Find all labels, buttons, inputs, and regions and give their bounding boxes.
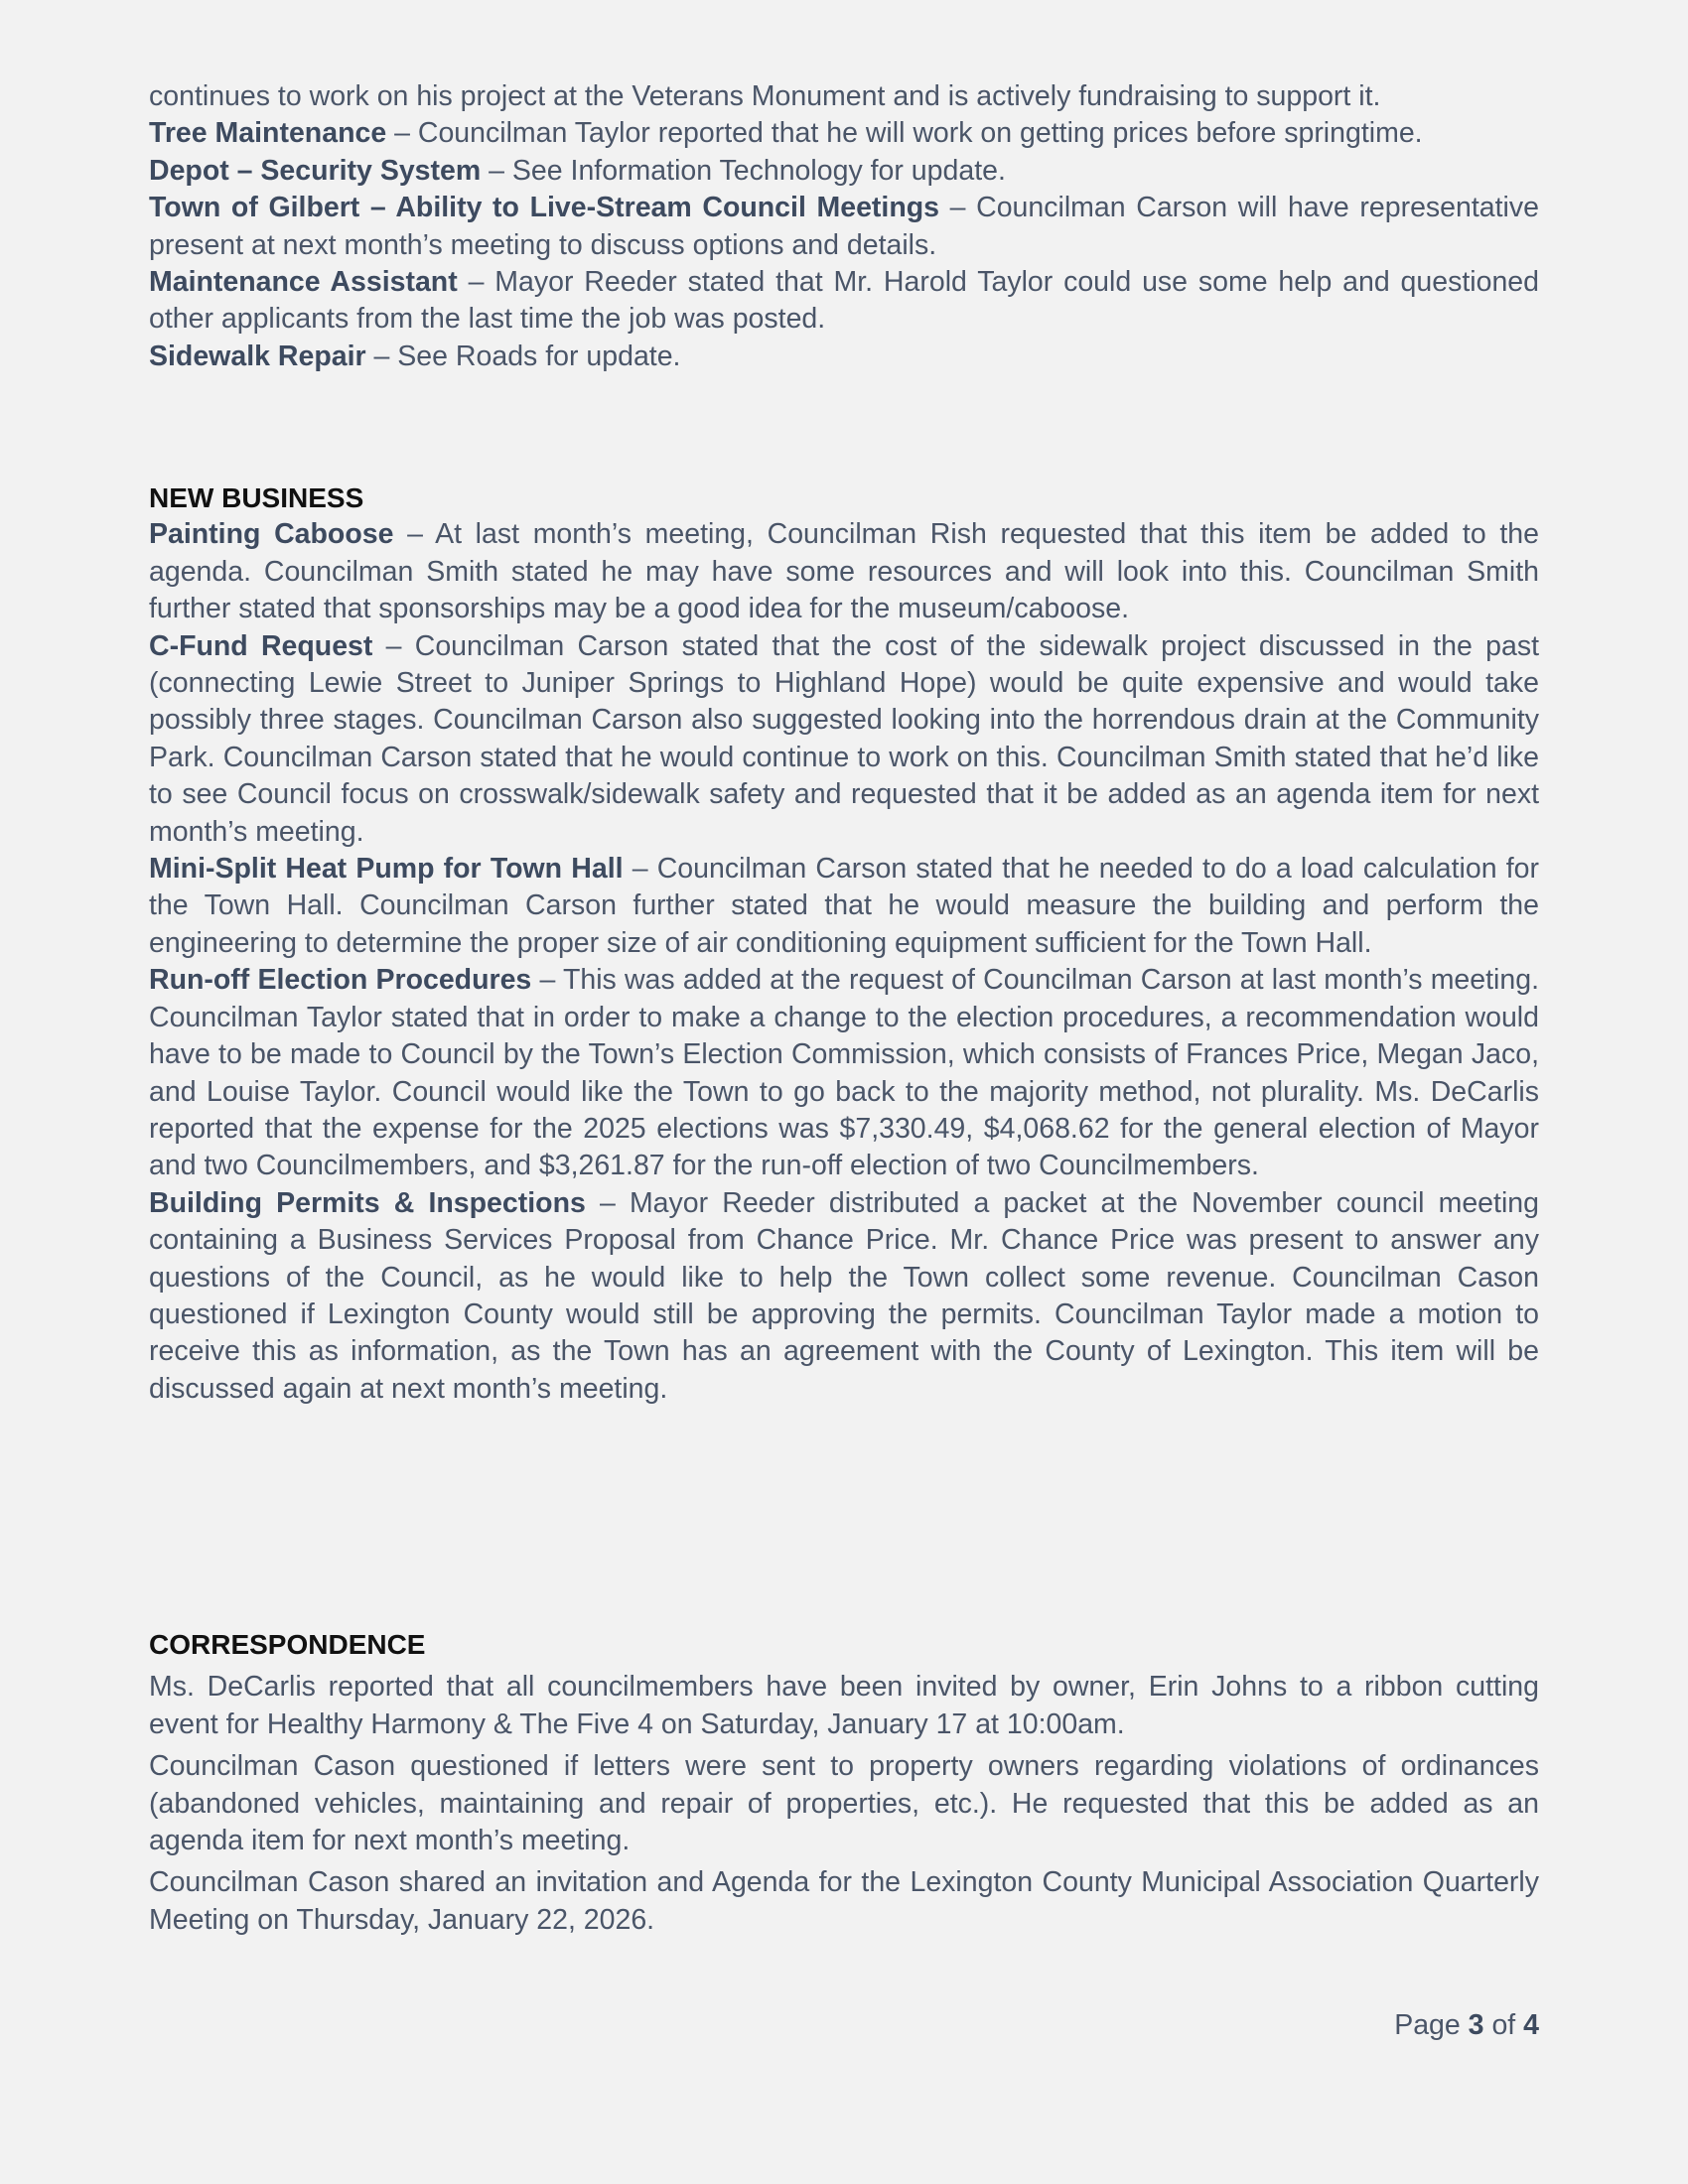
of-label: of bbox=[1483, 2009, 1524, 2041]
item-text: – Councilman Carson will have representative present at next month’s meeting to discuss options and details. bbox=[149, 192, 1539, 261]
item-title: Maintenance Assistant bbox=[149, 266, 458, 299]
agenda-item bbox=[149, 153, 1539, 190]
agenda-item bbox=[149, 1185, 1539, 1408]
agenda-item bbox=[149, 339, 1539, 375]
section-heading: CORRESPONDENCE bbox=[149, 1629, 426, 1660]
agenda-item bbox=[149, 851, 1539, 962]
item-title: Building Permits & Inspections bbox=[149, 1186, 586, 1219]
item-title: Sidewalk Repair bbox=[149, 340, 366, 372]
correspondence-paragraph: Ms. DeCarlis reported that all councilmembers have been invited by owner, Erin Johns to a ribbon cutting event for Healthy Harmony & The Five 4 on Saturday, January 17 at 10:00am. bbox=[149, 1671, 1539, 1740]
item-text: – See Roads for update. bbox=[365, 340, 681, 372]
correspondence-paragraph: Councilman Cason shared an invitation and Agenda for the Lexington County Municipal Association Quarterly Meeting on Thursday, January 22, 2026. bbox=[149, 1866, 1539, 1936]
agenda-item bbox=[149, 628, 1539, 851]
page-number bbox=[1394, 2009, 1539, 2042]
current-page: 3 bbox=[1468, 2009, 1484, 2041]
item-title: C-Fund Request bbox=[149, 629, 373, 662]
item-text: – Mayor Reeder stated that Mr. Harold Taylor could use some help and questioned other applicants from the last time the job was posted. bbox=[149, 266, 1539, 336]
item-text: – Councilman Carson stated that the cost of the sidewalk project discussed in the past (connecting Lewie Street to Juniper Springs to Highland Hope) would be quite expensive and would take possibly three stages. Councilman Carson also suggested looking into the horrendous drain at the Community Park. Councilman Carson stated that he would continue to work on this. Councilman Smith stated that he’d like to see Council focus on crosswalk/sidewalk safety and requested that it be added as an agenda item for next month’s meeting. bbox=[149, 629, 1539, 848]
item-text: – At last month’s meeting, Councilman Rish requested that this item be added to the agenda. Councilman Smith stated he may have some resources and will look into this. Councilman Smith further stated that sponsorships may be a good idea for the museum/caboose. bbox=[149, 518, 1539, 625]
correspondence-section bbox=[149, 1626, 1539, 1944]
new-business-section bbox=[149, 479, 1539, 1408]
item-text: – Councilman Carson stated that he needed to do a load calculation for the Town Hall. Councilman Carson further stated that he would measure the building and perform the engineering to determine the proper size of air conditioning equipment sufficient for the Town Hall. bbox=[149, 853, 1539, 959]
item-title: Painting Caboose bbox=[149, 518, 394, 551]
item-title: Depot – Security System bbox=[149, 154, 482, 187]
item-title: Tree Maintenance bbox=[149, 117, 387, 150]
agenda-item bbox=[149, 115, 1539, 152]
item-text: – See Information Technology for update. bbox=[481, 154, 1006, 187]
item-title: Town of Gilbert – Ability to Live-Stream Council Meetings bbox=[149, 192, 940, 224]
agenda-item bbox=[149, 78, 1539, 115]
agenda-item bbox=[149, 962, 1539, 1184]
correspondence-paragraph: Councilman Cason questioned if letters were sent to property owners regarding violations of ordinances (abandoned vehicles, maintaining and repair of properties, etc.). He requested that this be added as an agenda item for next month’s meeting. bbox=[149, 1750, 1539, 1857]
item-text: – Councilman Taylor reported that he will work on getting prices before springtime. bbox=[386, 117, 1423, 150]
agenda-item bbox=[149, 190, 1539, 264]
item-title: Run-off Election Procedures bbox=[149, 964, 532, 997]
old-business-continued bbox=[149, 78, 1539, 375]
item-title: Mini-Split Heat Pump for Town Hall bbox=[149, 853, 624, 886]
item-text: – Mayor Reeder distributed a packet at the November council meeting containing a Business Services Proposal from Chance Price. Mr. Chance Price was present to answer any questions of the Council, as he would like to help the Town collect some revenue. Councilman Cason questioned if Lexington County would still be approving the permits. Councilman Taylor made a motion to receive this as information, as the Town has an agreement with the County of Lexington. This item will be discussed again at next month’s meeting. bbox=[149, 1186, 1539, 1405]
agenda-item bbox=[149, 264, 1539, 339]
agenda-item bbox=[149, 516, 1539, 627]
total-pages: 4 bbox=[1523, 2009, 1539, 2041]
item-text: – This was added at the request of Councilman Carson at last month’s meeting. Councilman Taylor stated that in order to make a change to the election procedures, a recommendation would have to be made to Council by the Town’s Election Commission, which consists of Frances Price, Megan Jaco, and Louise Taylor. Council would like the Town to go back to the majority method, not plurality. Ms. DeCarlis reported that the expense for the 2025 elections was $7,330.49, $4,068.62 for the general election of Mayor and two Councilmembers, and $3,261.87 for the run-off election of two Councilmembers. bbox=[149, 964, 1540, 1182]
page-label: Page bbox=[1394, 2009, 1469, 2041]
item-text: continues to work on his project at the Veterans Monument and is actively fundraising to support it. bbox=[149, 80, 1381, 112]
section-heading: NEW BUSINESS bbox=[149, 482, 364, 513]
